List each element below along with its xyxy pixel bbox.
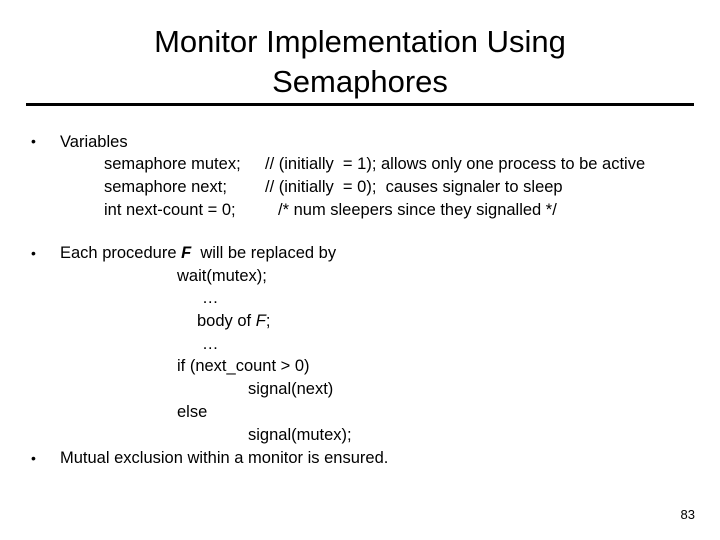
variable-next-count-code: int next-count = 0; — [104, 201, 236, 219]
code-else: else — [177, 403, 208, 421]
slide-title — [0, 22, 720, 102]
code-body-suffix: ; — [265, 312, 271, 330]
title-divider — [26, 103, 694, 106]
bullet-2: • — [31, 245, 36, 261]
code-signal-next: signal(next) — [248, 380, 334, 398]
page-number: 83 — [680, 507, 695, 522]
code-signal-mutex: signal(mutex); — [248, 426, 352, 444]
variables-heading: Variables — [60, 133, 128, 151]
code-wait-mutex: wait(mutex); — [177, 267, 267, 285]
variable-next-count-comment: /* num sleepers since they signalled */ — [278, 201, 557, 219]
code-body — [197, 311, 270, 331]
variable-next-comment: // (initially = 0); causes signaler to sleep — [265, 178, 563, 196]
variable-mutex-comment: // (initially = 1); allows only one process to be active — [265, 155, 646, 173]
bullet-3: • — [31, 450, 36, 466]
code-ellipsis-1: … — [202, 289, 219, 307]
variable-mutex-code: semaphore mutex; — [104, 155, 241, 173]
variable-next-code: semaphore next; — [104, 178, 227, 196]
procedure-intro-suffix: will be replaced by — [191, 244, 337, 262]
bullet-1: • — [31, 133, 36, 149]
procedure-intro-f: F — [181, 244, 192, 262]
code-body-f: F — [255, 312, 266, 330]
code-ellipsis-2: … — [202, 335, 219, 353]
title-line-2: Semaphores — [272, 64, 448, 99]
code-if-next-count: if (next_count > 0) — [177, 357, 310, 375]
procedure-intro-prefix: Each procedure — [60, 244, 182, 262]
conclusion-text: Mutual exclusion within a monitor is ensured. — [60, 449, 389, 467]
title-line-1: Monitor Implementation Using — [154, 24, 566, 59]
procedure-intro — [60, 243, 336, 263]
code-body-prefix: body of — [197, 312, 256, 330]
